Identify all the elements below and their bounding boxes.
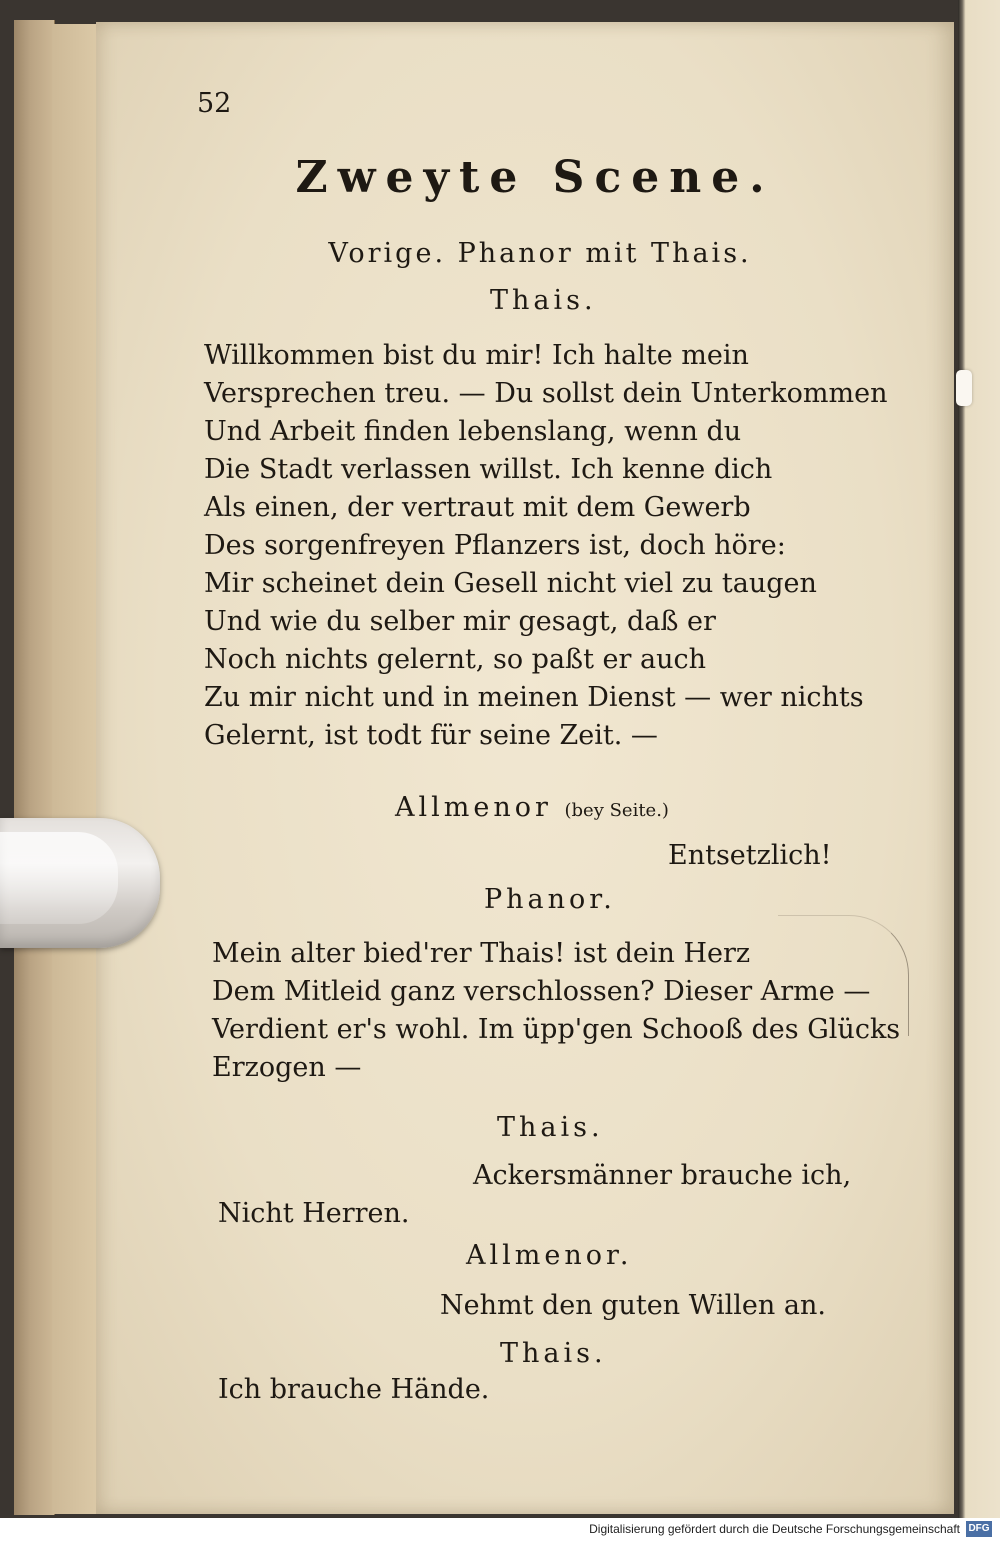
verse-line: Mir scheinet dein Gesell nicht viel zu taugen	[204, 568, 817, 599]
book-page-edges	[14, 20, 55, 1515]
verse-line: Des sorgenfreyen Pflanzers ist, doch höre:	[204, 530, 786, 561]
verse-line: Die Stadt verlassen willst. Ich kenne dich	[204, 454, 773, 485]
verse-line: Nicht Herren.	[218, 1198, 410, 1229]
verse-line: Erzogen —	[212, 1052, 362, 1083]
speaker-name: Thais.	[490, 285, 597, 316]
facing-page-edge	[958, 0, 1000, 1518]
speaker-name: Allmenor.	[466, 1240, 633, 1271]
verse-line: Dem Mitleid ganz verschlossen? Dieser Arme —	[212, 976, 871, 1007]
funding-note: Digitalisierung gefördert durch die Deutsche Forschungsgemeinschaft	[589, 1522, 960, 1536]
speaker-name: Allmenor	[395, 792, 552, 823]
verse-line: Ackersmänner brauche ich,	[473, 1160, 852, 1191]
speaker-name: Thais.	[497, 1112, 604, 1143]
speaker-name: Thais.	[500, 1338, 607, 1369]
dfg-logo-icon: DFG	[966, 1521, 992, 1537]
verse-line: Zu mir nicht und in meinen Dienst — wer nichts	[204, 682, 864, 713]
verse-line: Verdient er's wohl. Im üpp'gen Schooß des Glücks	[212, 1014, 901, 1045]
speaker-name: Phanor.	[484, 884, 616, 915]
scene-title: Zweyte Scene.	[295, 152, 775, 203]
verse-line: Noch nichts gelernt, so paßt er auch	[204, 644, 706, 675]
verse-line: Willkommen bist du mir! Ich halte mein	[204, 340, 749, 371]
verse-line: Nehmt den guten Willen an.	[440, 1290, 826, 1321]
verse-line: Gelernt, ist todt für seine Zeit. —	[204, 720, 658, 751]
page-clip-highlight	[0, 832, 118, 924]
book-page-edges-inner	[52, 24, 101, 1514]
paper-tab	[956, 370, 972, 406]
footer-bar	[0, 1518, 1000, 1542]
verse-line: Als einen, der vertraut mit dem Gewerb	[204, 492, 751, 523]
stage-direction: (bey Seite.)	[564, 800, 669, 821]
verse-line: Und Arbeit finden lebenslang, wenn du	[204, 416, 742, 447]
verse-line: Entsetzlich!	[668, 840, 832, 871]
speaker-line	[395, 792, 669, 823]
verse-line: Mein alter bied'rer Thais! ist dein Herz	[212, 938, 751, 969]
verse-line: Und wie du selber mir gesagt, daß er	[204, 606, 716, 637]
cast-line: Vorige. Phanor mit Thais.	[328, 238, 752, 269]
verse-line: Ich brauche Hände.	[218, 1374, 490, 1405]
page-clip	[0, 818, 160, 948]
verse-line: Versprechen treu. — Du sollst dein Unterkommen	[204, 378, 888, 409]
page-number: 52	[197, 88, 232, 119]
